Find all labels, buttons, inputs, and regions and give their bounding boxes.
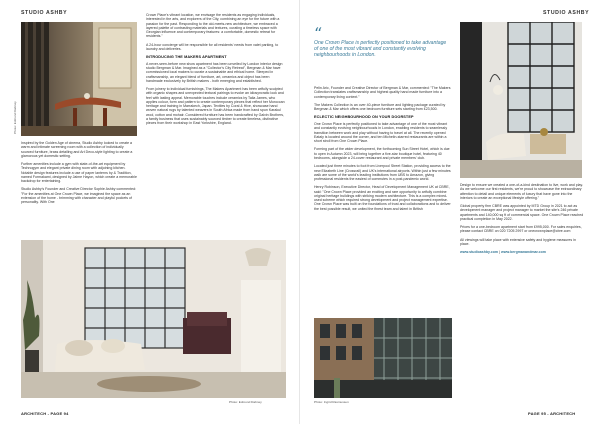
right-col2-p5: All viewings will take place with extensive safety and hygiene measures in place. [460,237,576,247]
left-col2-p3: A never-seen-before new show apartment has been unveiled by London interior design studio Bergman & Mar. Imagined as a "Collector's City Retreat", Bergman & Mar have commissioned local makers to curate a sustainable and ethical home. Steeped in craftsmanship, an elegant blend of furniture, art, ceramics and object has been handmade exclusively by British makers - both emerging and established. [146,61,283,83]
website-links [460,250,584,254]
right-page [300,0,600,424]
left-col1 [21,141,137,209]
right-col2-p3: Global property firm CBRE was appointed by MTD Group in 2021 to act as development manager and project manager to market the site's 246 private apartments and 140,000 sq ft of commercial space. One Crown Place reached practical completion in May 2022. [460,204,584,221]
photo-apartment-art [460,22,582,178]
left-brand: STUDIO ASHBY [21,10,68,16]
right-col2-p1: Design to ensure we created a one-of-a-kind destination to live, work and play. As we welcome our first residents, we're proud to showcase the extraordinary [460,183,583,192]
right-col1-p2: The Makers Collection is an over 40-piece furniture and lighting package curated by Bergman & Mar which offers one bedroom furniture sets starting from £23,500. [314,102,446,112]
right-col1-p5: Located just three minutes to foot from Liverpool Street Station, providing access to the new Elizabeth Line (Crossrail) and UK's international airports. Within just a few minutes walk are some of the world's leading institutions from UBS to Amazon, giving professional residents the easiest of commutes in a post-pandemic world. [314,164,451,182]
photo-building-art [314,318,452,398]
photo-living-room-art [21,240,286,398]
quote-mark-icon: “ [314,24,323,43]
left-col1-p2: Further amenities include a gym with state-of-the-art equipment by Technogym and elegant private dining room with adjoining kitchen. Notable design features include a use of paper lanterns by & Tradition, named Formakami, designed by Jaime Hayon, which create a memorable backdrop for entertaining. [21,162,137,184]
photo-living-room [21,240,286,398]
left-col2 [146,13,286,130]
photo-screening-room [21,22,137,136]
link-studioashby[interactable]: www.studioashby.com [460,250,499,255]
photo1-credit: Photo: Edmund Dabney [13,101,17,134]
pull-quote: One Crown Place is perfectly positioned to take advantage of one of the most vibrant and constantly evolving neighbourhoods in London. [314,40,447,59]
right-brand: STUDIO ASHBY [543,10,590,16]
right-col1-p1: Pelin Aric, Founder and Creative Director of Bergman & Mar, commented: "The Makers Collection translates craftsmanship and highest quality hand made furniture into a contemporary living context." [314,86,451,99]
left-col1-p1: Inspired by the Golden Age of cinema, Studio Ashby looked to create a warm and intimate screening room with a collection of individually sourced furniture, brass detailing and Art Deco-style lighting to create a glamorous yet domestic setting. [21,141,133,158]
right-col1 [314,86,452,215]
photo-building-exterior [314,318,452,398]
left-col2-p2: A 24-hour concierge will be responsible for all residents' needs from valet parking, to laundry and deliveries. [146,42,279,51]
right-col2-p2: attention to detail and unique elements of luxury that have gone into the interiors to create an exceptional lifestyle offering." [460,191,573,200]
right-footer: PAGE 95 - ARCHITECH [528,411,576,416]
photo2-credit: Photo: Edmund Dabney [229,400,262,404]
right-col1-p6: Henry Robinson, Executive Director, Head of Development Management UK at CBRE, said: "One Crown Place provided an exciting and rare opportunity to artfully combine original heritage buildings with striking modern architecture. This is a complex mixed-used scheme which required strong development and project management expertise. One Crown Place was built on the foundations of trust and collaborations and to deliver the best possible result, we united the finest team and talent in British [314,185,451,211]
left-col2-p4: From joinery to individual furnishings, The Makers Apartment has been artfully sculpted with organic shapes and unexpected textural pairings to evoke an idiosyncratic look and feel with lasting appeal. Memorable touches include ceramics by Talia James, who applies colour, form and pattern to create contemporary pieces that reflect her Moroccan heritage and training in Marrakech, Japan. Textiles by Coral & Hive, showcase hand woven natural rugs by talented weavers in South Africa made from hand spun Karakul wool, cotton and mohair. Considered furniture has been handcrafted by Galvin Brothers, a family business that uses sustainably sourced timber to create timeless, distinctive pieces from their workshop in East Yorkshire, England. [146,87,285,126]
link-bergmanandmar[interactable]: www.bergmanandmar.com [500,250,546,255]
link-separator: | [498,250,501,255]
photo-screening-room-art [21,22,137,136]
right-col2 [460,183,584,259]
section-heading-makers: INTRODUCING THE MAKERS APARTMENT [146,55,227,60]
left-col1-p3: Studio Ashby's Founder and Creative Director Sophie Ashby commented: "For the amenities at One Crown Place, we imagined the space as an extension of the home - brimming with character and playful pockets of personality. With One [21,187,137,205]
section-heading-neighbourhood: ECLECTIC NEIGHBOURHOOD ON YOUR DOORSTEP [314,115,414,120]
photo3-credit: Photo: Ingrid Rasmussen [314,400,349,404]
left-footer: ARCHITECH - PAGE 94 [21,411,69,416]
right-col2-p4: Prices for a one-bedroom apartment start from £995,000. For sales enquiries, please contact CBRE on 020 7205 2997 or onecrownplace@cbre.com [460,225,582,234]
right-col1-p3: One Crown Place is perfectly positioned to take advantage of one of the most vibrant and constantly evolving neighbourhoods in London, enabling residents to seamlessly transition between work and play without having to travel at all. The recently opened Eataly is located around the corner, and ten Michelin-starred restaurants are within a short stroll from One Crown Place. [314,122,448,144]
photo-apartment-interior [460,22,582,178]
right-col1-p4: Forming part of the wider development, the forthcoming Sun Street Hotel, which is due to open in Autumn 2023, will bring together a five-star boutique hotel, featuring 40 bedrooms, alongside a 24-cover restaurant and private members' club. [314,147,450,160]
left-col2-p1: Crown Place's vibrant location, we envisage the residents as engaging individuals, interested in the arts, and explorers of the City, combining an eye for the future with a passion for the past. Responding to the old-meets-new architecture, we embraced a layered palette of contrasting materials and textures, curating a timeless space with Georgian influence and contemporary features: a comfortable, domestic retreat for residents." [146,13,280,39]
